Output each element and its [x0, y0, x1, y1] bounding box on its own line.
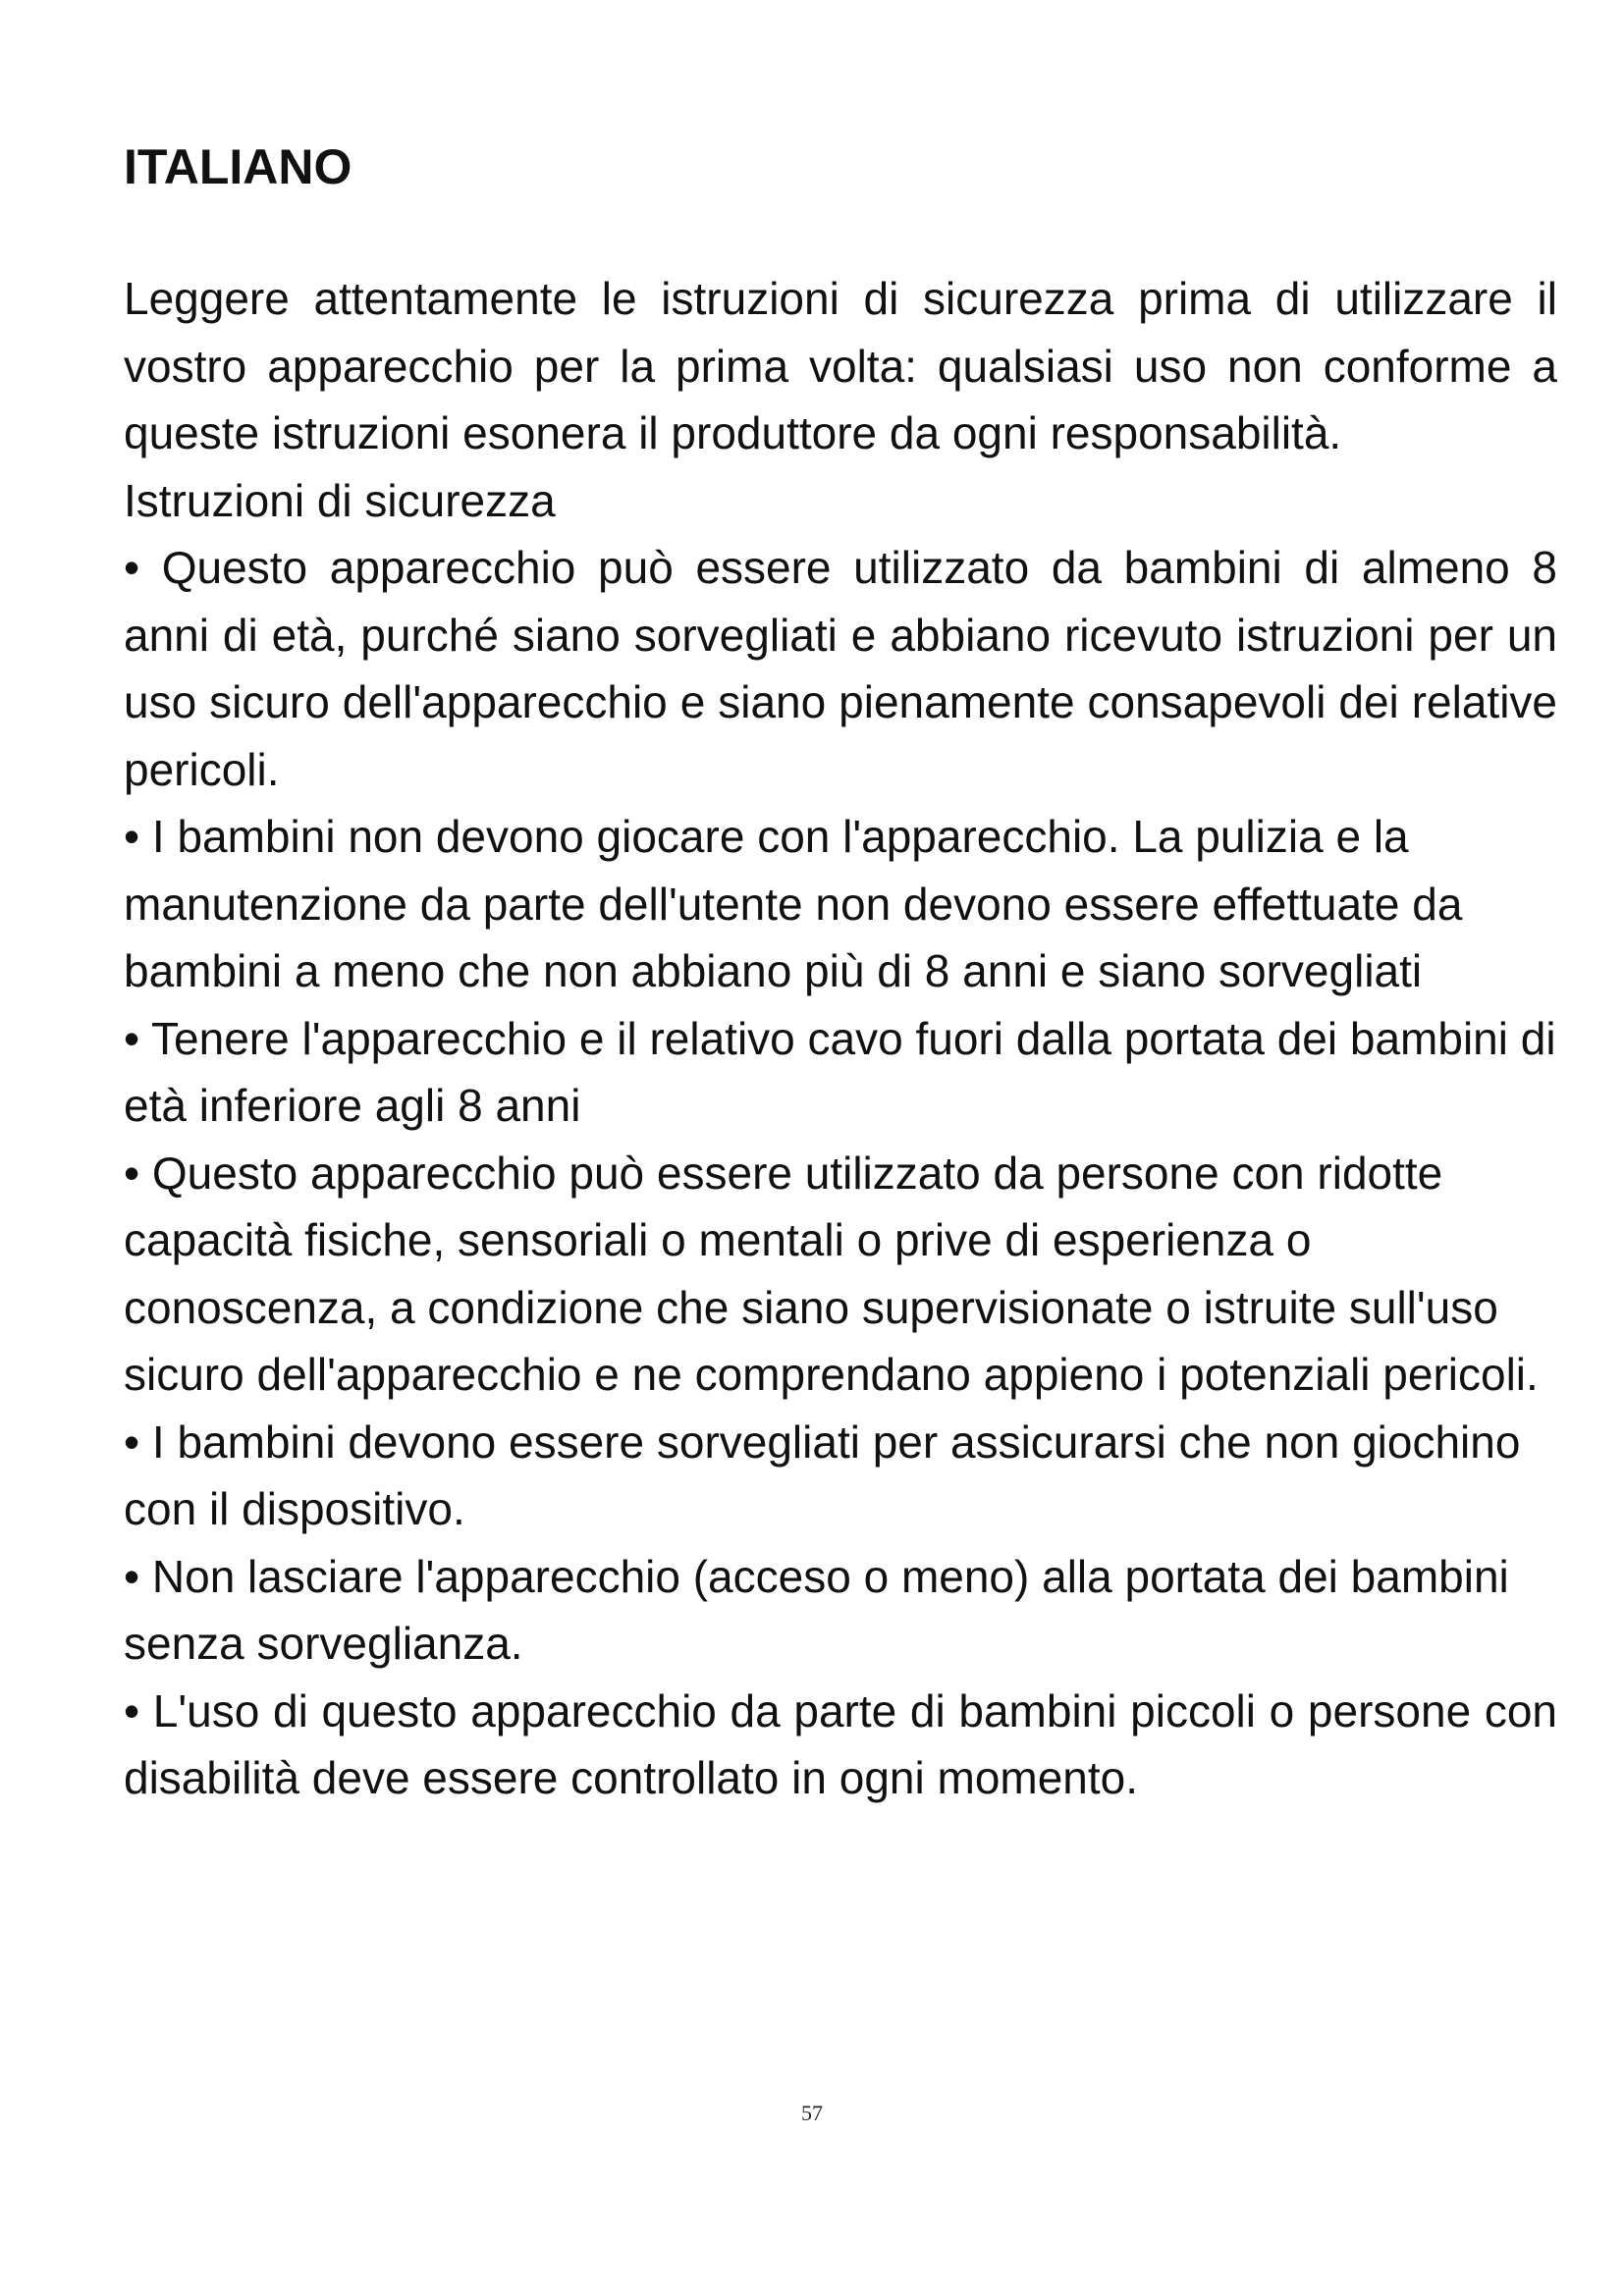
- page-heading: ITALIANO: [124, 139, 352, 194]
- manual-page: [124, 137, 1557, 1812]
- safety-item: • I bambini devono essere sorvegliati per assicurarsi che non giochino con il dispositivo.: [124, 1415, 1521, 1534]
- safety-item: • Questo apparecchio può essere utilizzato da bambini di almeno 8 anni di età, purché siano sorvegliati e abbiano ricevuto istruzioni per un uso sicuro dell'apparecchio e siano pienamente consapevoli dei relative pericoli.: [124, 542, 1557, 795]
- safety-item: • Tenere l'apparecchio e il relativo cavo fuori dalla portata dei bambini di età inferiore agli 8 anni: [124, 1012, 1556, 1131]
- page-number: 57: [801, 2101, 823, 2125]
- intro-paragraph: Leggere attentamente le istruzioni di sicurezza prima di utilizzare il vostro apparecchio per la prima volta: qualsiasi uso non conforme a queste istruzioni esonera il produttore da ogni responsabilità.: [124, 273, 1557, 458]
- safety-item: • Questo apparecchio può essere utilizzato da persone con ridotte capacità fisiche, sensoriali o mentali o prive di esperienza o conoscenza, a condizione che siano supervisionate o istruite sull'uso sicuro dell'apparecchio e ne comprendano appieno i potenziali pericoli.: [124, 1147, 1539, 1400]
- safety-item: • L'uso di questo apparecchio da parte di bambini piccoli o persone con disabilità deve essere controllato in ogni momento.: [124, 1684, 1557, 1803]
- safety-item: • I bambini non devono giocare con l'apparecchio. La pulizia e la manutenzione da parte dell'utente non devono essere effettuate da bambini a meno che non abbiano più di 8 anni e siano sorvegliati: [124, 811, 1463, 996]
- safety-item: • Non lasciare l'apparecchio (acceso o meno) alla portata dei bambini senza sorveglianza.: [124, 1550, 1509, 1669]
- safety-instructions-list: [124, 534, 1557, 1812]
- section-title: Istruzioni di sicurezza: [124, 474, 556, 526]
